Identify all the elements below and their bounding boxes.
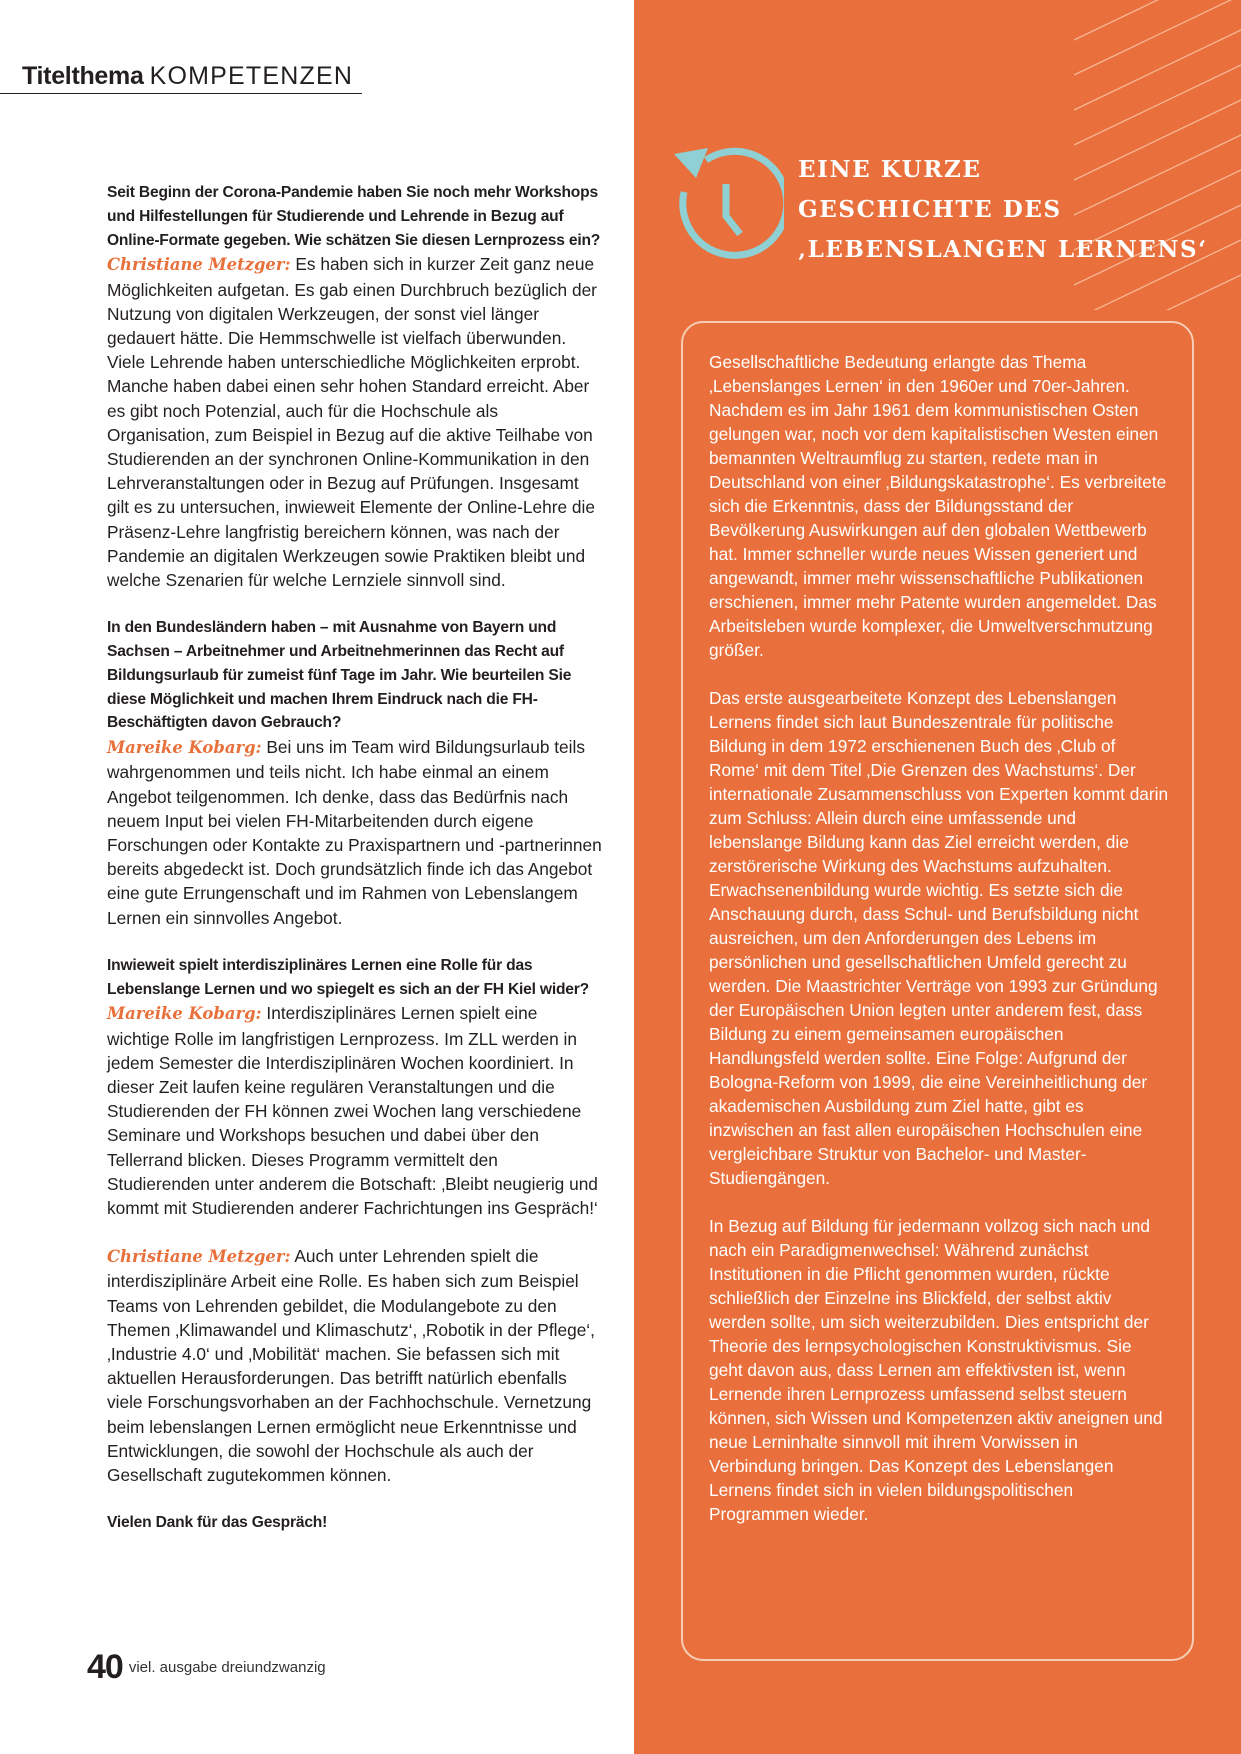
history-text [709,350,1169,1526]
interview-answer [107,1001,604,1220]
interview-question: In den Bundesländern haben – mit Ausnahme von Bayern und Sachsen – Arbeitnehmer und Arbeitnehmerinnen das Recht auf Bildungsurlaub für zumeist fünf Tage im Jahr. Wie beurteilen Sie diese Möglichkeit und machen Ihrem Eindruck nach die FH-Beschäftigten davon Gebrauch? [107,619,572,732]
history-paragraph: Gesellschaftliche Bedeutung erlangte das Thema ‚Lebenslanges Lernen‘ in den 1960er und 70er-Jahren. Nachdem es im Jahr 1961 dem kommunistischen Osten gelungen war, noch vor dem kapitalistischen Westen einen bemannten Weltraumflug zu starten, redete man in Deutschland von einer ‚Bildungskatastrophe‘. Es verbreitete sich die Erkenntnis, dass der Bildungsstand der Bevölkerung Auswirkungen auf den globalen Wettbewerb hat. Immer schneller wurde neues Wissen generiert und angewandt, immer mehr wissenschaftliche Publikationen erschienen, immer mehr Patente wurden angemeldet. Das Arbeitsleben wurde komplexer, die Umweltverschmutzung größer. [709,352,1167,660]
interview-closing: Vielen Dank für das Gespräch! [107,1514,328,1532]
interview-question: Seit Beginn der Corona-Pandemie haben Sie noch mehr Workshops und Hilfestellungen für Studierende und Lehrende in Bezug auf Online-Formate gegeben. Wie schätzen Sie diesen Lernprozess ein? [107,184,601,249]
answer-text: Es haben sich in kurzer Zeit ganz neue Möglichkeiten aufgetan. Es gab einen Durchbruch bezüglich der Nutzung von digitalen Werkzeugen, der sonst viel länger gedauert hätte. Die Hemmschwelle ist vielfach überwunden. Viele Lehrende haben unterschiedliche Möglichkeiten erprobt. Manche haben dabei einen sehr hohen Standard erreicht. Aber es gibt noch Potenzial, auch für die Hochschule als Organisation, zum Beispiel in Bezug auf die aktive Teilhabe von Studierenden an der synchronen Online-Kommunikation in den Lehrveranstaltungen oder in Bezug auf Prüfungen. Insgesamt gilt es zu untersuchen, inwieweit Elemente der Online-Lehre die Präsenz-Lehre langfristig bereichern können, was nach der Pandemie an digitalen Werkzeugen sowie Praktiken bleibt und welche Szenarien für welche Lernziele sinnvoll sind. [107,254,597,591]
sidebar-title-line: GESCHICHTE DES [798,196,1062,223]
history-paragraph: Das erste ausgearbeitete Konzept des Lebenslangen Lernens findet sich laut Bundeszentrale für politische Bildung in dem 1972 erschienenen Buch des ‚Club of Rome‘ mit dem Titel ‚Die Grenzen des Wachstums‘. Der internationale Zusammenschluss von Experten kommt darin zum Schluss: Allein durch eine umfassende und lebenslange Bildung kann das Ziel erreicht werden, die zerstörerische Wirkung des Wachstums aufzuhalten. Erwachsenenbildung wurde wichtig. Es setzte sich die Anschauung durch, dass Schul- und Berufsbildung nicht ausreichen, um den Anforderungen des Lebens im persönlichen und gesellschaftlichen Umfeld gerecht zu werden. Die Maastrichter Verträge von 1993 zur Gründung der Europäischen Union legten unter anderem fest, dass Bildung zu einem gemeinsamen europäischen Handlungsfeld werden sollte. Eine Folge: Aufgrund der Bologna-Reform von 1999, die eine Vereinheitlichung der akademischen Ausbildung zum Ziel hatte, gibt es inzwischen an fast allen europäischen Hochschulen eine vergleichbare Struktur von Bachelor- und Master-Studiengängen. [709,688,1169,1188]
publication-name: viel. ausgabe dreiundzwanzig [128,1659,326,1676]
section-header [22,62,353,91]
answer-text: Bei uns im Team wird Bildungsurlaub teils wahrgenommen und teils nicht. Ich habe einmal an einem Angebot teilgenommen. Ich denke, dass das Bedürfnis nach neuem Input bei vielen FH-Mitarbeitenden durch eigene Forschungen oder Kontakte zu Praxispartnern und -partnerinnen bereits abgedeckt ist. Doch grundsätzlich finde ich das Angebot eine gute Errungenschaft und im Rahmen von Lebenslangem Lernen ein sinnvolles Angebot. [107,737,602,928]
answer-text: Auch unter Lehrenden spielt die interdisziplinäre Arbeit eine Rolle. Es haben sich zum Beispiel Teams von Lehrenden gebildet, die Modulangebote zu den Themen ‚Klimawandel und Klimaschutz‘, ‚Robotik in der Pflege‘, ‚Industrie 4.0‘ und ‚Mobilität‘ machen. Sie befassen sich mit aktuellen Herausforderungen. Das betrifft natürlich ebenfalls viele Forschungsvorhaben an der Fachhochschule. Vernetzung beim lebenslangen Lernen ermöglicht neue Erkenntnisse und Entwicklungen, die sowohl der Hochschule als auch der Gesellschaft zugutekommen können. [107,1246,595,1486]
sidebar-title-line: ‚LEBENSLANGEN LERNENS‘ [798,236,1208,263]
page-number: 40 [87,1648,123,1686]
answer-text: Interdisziplinäres Lernen spielt eine wichtige Rolle im langfristigen Lernprozess. Im ZLL werden in jedem Semester die Interdisziplinären Wochen koordiniert. In dieser Zeit laufen keine regulären Veranstaltungen und die Studierenden der FH können zwei Wochen lang verschiedene Seminare und Workshops besuchen und dabei über den Tellerrand blicken. Dieses Programm vermittelt den Studierenden unter anderem die Botschaft: ‚Bleibt neugierig und kommt mit Studierenden anderer Fachrichtungen ins Gespräch!‘ [107,1003,598,1219]
interview-answer [107,252,604,592]
speaker-name: Christiane Metzger: [107,1247,291,1267]
sidebar-title-line: EINE KURZE [798,156,982,183]
interview-column [107,181,604,1535]
history-paragraph: In Bezug auf Bildung für jedermann vollzog sich nach und nach ein Paradigmenwechsel: Während zunächst Institutionen in die Pflicht genommen wurden, rückte schließlich der Einzelne ins Blickfeld, der selbst aktiv werden sollte, um sich weiterzubilden. Dies entspricht der Theorie des lernpsychologischen Konstruktivismus. Sie geht davon aus, dass Lernen am effektivsten ist, wenn Lernende ihren Lernprozess umfassend selbst steuern können, sich Wissen und Kompetenzen aktiv aneignen und neue Lerninhalte sinnvoll mit ihrem Vorwissen in Verbindung bringen. Das Konzept des Lebenslangen Lernens findet sich in vielen bildungspolitischen Programmen wieder. [709,1216,1163,1524]
speaker-name: Mareike Kobarg: [107,738,262,758]
section-topic: KOMPETENZEN [149,62,354,90]
section-label: Titelthema [22,62,144,90]
page-footer [87,1648,326,1687]
interview-answer [107,735,604,930]
header-rule [0,93,362,94]
sidebar-title [798,150,1218,270]
speaker-name: Mareike Kobarg: [107,1004,262,1024]
interview-question: Inwieweit spielt interdisziplinäres Lernen eine Rolle für das Lebenslange Lernen und wo spiegelt es sich an der FH Kiel wider? [107,956,589,998]
clock-history-icon [674,146,784,266]
speaker-name: Christiane Metzger: [107,255,291,275]
interview-answer [107,1244,604,1487]
